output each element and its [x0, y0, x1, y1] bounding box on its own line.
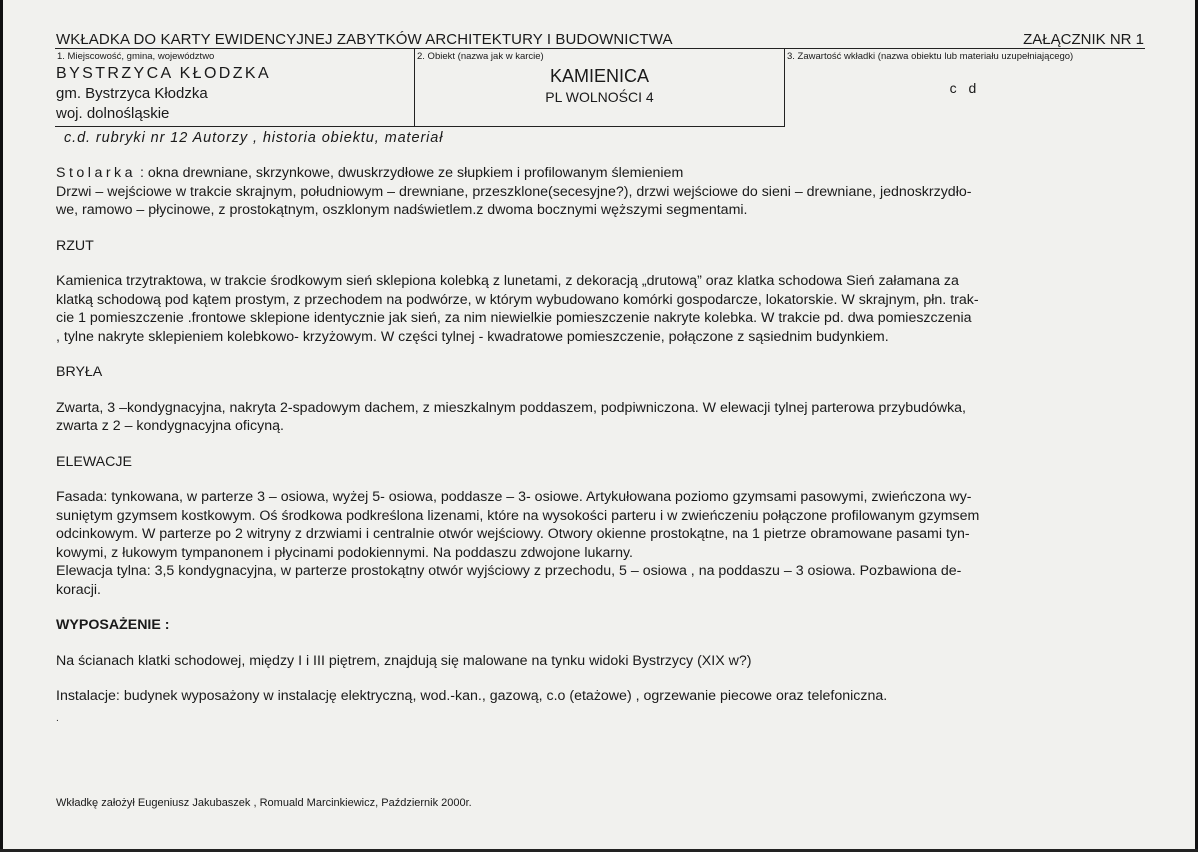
- object-address: PL WOLNOŚCI 4: [545, 89, 654, 105]
- rubric-heading: c.d. rubryki nr 12 Autorzy , historia obiektu, materiał: [64, 130, 444, 146]
- rzut-line-2: klatką schodową pod kątem prostym, z przechodem na podwórze, w którym wybudowano komórki gospodarcze, lokatorskie. W skrajnym, płn. trak-: [56, 291, 979, 308]
- box-bottom-rule: [55, 126, 785, 127]
- elewacje-line-5: Elewacja tylna: 3,5 kondygnacyjna, w parterze prostokątny otwór wyjściowy z przechodu, 5 – osiowa , na poddaszu – 3 osiowa. Pozbawiona de-: [56, 563, 962, 579]
- object-label: 2. Obiekt (nazwa jak w karcie): [417, 51, 544, 62]
- town-name: BYSTRZYCA KŁODZKA: [56, 65, 272, 82]
- stolarka-paragraph: [56, 164, 1090, 183]
- scan-edge-left: [0, 0, 3, 852]
- bryla-line-2: zwarta z 2 – kondygnacyjna oficyną.: [56, 418, 284, 434]
- form-title: WKŁADKA DO KARTY EWIDENCYJNEJ ZABYTKÓW ARCHITEKTURY I BUDOWNICTWA: [56, 31, 673, 48]
- stolarka-text: : okna drewniane, skrzynkowe, dwuskrzydłowe ze słupkiem i profilowanym ślemieniem: [136, 165, 684, 181]
- contents-box: [785, 49, 1145, 126]
- contents-label: 3. Zawartość wkładki (nazwa obiektu lub materiału uzupełniającego): [787, 51, 1074, 62]
- object-name: KAMIENICA: [549, 66, 650, 86]
- voivodeship-name: woj. dolnośląskie: [56, 105, 170, 122]
- elewacje-line-1: Fasada: tynkowana, w parterze 3 – osiowa, wyżej 5- osiowa, poddasze – 3- osiowe. Artykułowana poziomo gzymsami pasowymi, zwieńczona wy-: [56, 489, 972, 505]
- rzut-line-3: cie 1 pomieszczenie .frontowe sklepione identycznie jak sień, za nim niewielkie pomieszczenie nakryte kolebka. W trakcie pd. dwa pomieszczenia: [56, 310, 972, 326]
- annex-number: ZAŁĄCZNIK NR 1: [1023, 31, 1144, 48]
- rzut-heading: RZUT: [56, 237, 94, 254]
- object-box: [415, 49, 785, 126]
- contents-value: c d: [949, 80, 981, 96]
- location-box: [55, 49, 415, 126]
- bryla-heading: BRYŁA: [56, 364, 103, 380]
- bryla-line-1: Zwarta, 3 –kondygnacyjna, nakryta 2-spadowym dachem, z mieszkalnym poddaszem, podpiwniczona. W elewacji tylnej parterowa przybudówka,: [56, 399, 967, 416]
- location-label: 1. Miejscowość, gmina, województwo: [57, 51, 215, 62]
- wyposazenie-installations: Instalacje: budynek wyposażony w instalację elektryczną, wod.-kan., gazową, c.o (etażowe) , ogrzewanie piecowe oraz telefoniczna.: [56, 688, 888, 704]
- elewacje-line-2: suniętym gzymsem kostkowym. Oś środkowa podkreślona lizenami, które na wysokości parteru i w zwieńczeniu połączone profilowanym gzymsem: [56, 507, 980, 524]
- rzut-line-4: , tylne nakryte sklepieniem kolebkowo- krzyżowym. W części tylnej - kwadratowe pomieszczenie, połączone z sąsiednim budynkiem.: [56, 328, 889, 345]
- authors-footer: Wkładkę założył Eugeniusz Jakubaszek , Romuald Marcinkiewicz, Październik 2000r.: [56, 797, 472, 809]
- elewacje-line-4: kowymi, z łukowym tympanonem i płycinami podokiennymi. Na poddaszu zdwojone lukarny.: [56, 544, 633, 561]
- document-body: [56, 164, 1090, 728]
- elewacje-line-6: koracji.: [56, 581, 101, 598]
- rzut-line-1: Kamienica trzytraktowa, w trakcie środkowym sień sklepiona kolebką z lunetami, z dekoracją „drutową” oraz klatka schodowa Sień załamana za: [56, 273, 959, 289]
- trailing-dot: .: [56, 712, 59, 724]
- doors-line-2: we, ramowo – płycinowe, z prostokątnym, oszklonym nadświetlem.z dwoma bocznymi węższymi segmentami.: [56, 202, 748, 218]
- stolarka-heading: Stolarka: [56, 165, 137, 181]
- wyposazenie-heading: WYPOSAŻENIE :: [56, 617, 170, 633]
- commune-name: gm. Bystrzyca Kłodzka: [56, 85, 208, 102]
- doors-line-1: Drzwi – wejściowe w trakcie skrajnym, południowym – drewniane, przeszklone(secesyjne?), drzwi wejściowe do sieni – drewniane, jednoskrzydło-: [56, 183, 972, 200]
- wyposazenie-paintings: Na ścianach klatki schodowej, między I i III piętrem, znajdują się malowane na tynku widoki Bystrzycy (XIX w?): [56, 652, 752, 669]
- elewacje-heading: ELEWACJE: [56, 453, 132, 470]
- elewacje-line-3: odcinkowym. W parterze po 2 witryny z drzwiami i centralnie otwór wejściowy. Otwory okienne prostokątne, na 1 pietrze obramowane pasami tyn-: [56, 526, 970, 542]
